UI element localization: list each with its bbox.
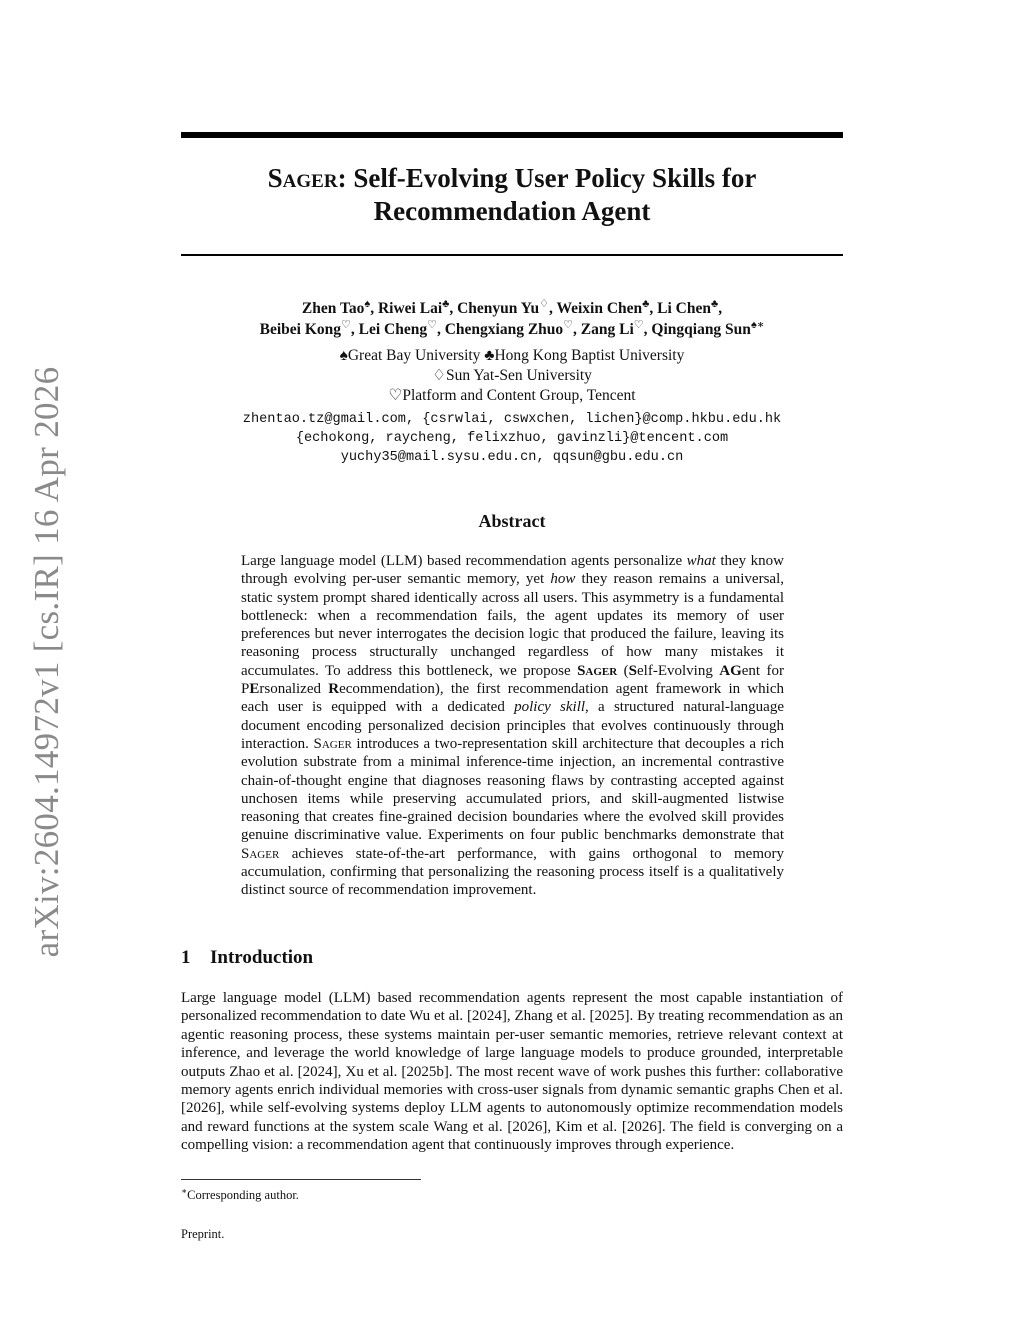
author-separator: , [643, 321, 652, 338]
author-name: Li Chen [657, 300, 711, 317]
author-line-1 [181, 298, 843, 319]
abstract-fragment: rsonalized [259, 681, 329, 698]
affiliation-mark: ♡ [633, 318, 644, 331]
section-number: 1 [181, 947, 191, 968]
author-separator: , [548, 300, 557, 317]
author-separator: , [449, 300, 458, 317]
email-line: yuchy35@mail.sysu.edu.cn, qqsun@gbu.edu.cn [340, 450, 684, 465]
abstract-fragment: elf-Evolving [637, 662, 720, 679]
author-name: Lei Cheng [358, 321, 428, 338]
acronym-letter: AG [719, 662, 742, 679]
author-name: Weixin Chen [556, 300, 643, 317]
affiliation-mark: ♡ [427, 318, 437, 331]
author-name: Chengxiang Zhuo [444, 321, 564, 338]
affiliation-mark: ♡ [341, 318, 351, 331]
section-heading-introduction [181, 947, 313, 969]
author-separator: , [718, 300, 723, 317]
abstract-emphasis: policy skill [514, 699, 586, 716]
affiliation-mark: ♢ [539, 297, 549, 310]
affiliation-mark: ♠∗ [750, 318, 765, 331]
author-separator: , [573, 321, 581, 338]
title-rule-bottom [181, 254, 843, 256]
author-name: Riwei Lai [377, 300, 443, 317]
author-line-2 [181, 319, 843, 340]
abstract-text [241, 552, 784, 900]
footnote [181, 1184, 299, 1203]
author-name: Zang Li [580, 321, 634, 338]
affiliation-line: ♢Sun Yat-Sen University [432, 367, 592, 384]
title-line2: Recommendation Agent [373, 196, 651, 226]
author-name: Qingqiang Sun [651, 321, 751, 338]
affiliation-mark: ♡ [563, 318, 574, 331]
email-line: {echokong, raycheng, felixzhuo, gavinzli}@tencent.com [295, 431, 729, 446]
author-list [181, 298, 843, 340]
acronym-letter: E [249, 681, 260, 698]
paper-title [181, 162, 843, 228]
affiliation-mark: ♠ [364, 297, 371, 310]
abstract-fragment: they reason remains a universal, static system prompt shared identically across all users. This asymmetry is a fundamental bottleneck: when a recommendation fails, the agent updates its memory of user preferences but never interrogates the decision logic that produced the failure, leaving its reasoning process structurally unchanged regardless of how many mistakes it accumulates. To address this bottleneck, we propose [241, 571, 784, 679]
footnote-rule [181, 1179, 421, 1180]
affiliation-mark: ♣ [642, 297, 650, 310]
abstract-fragment: , a structured natural-language document encoding personalized decision principles that evolves continuously through interaction. [241, 699, 784, 752]
footnote-text: Corresponding author. [187, 1188, 299, 1203]
title-line1-rest: : Self-Evolving User Policy Skills for [337, 163, 757, 193]
arxiv-identifier-stamp: arXiv:2604.14972v1 [cs.IR] 16 Apr 2026 [27, 366, 66, 958]
acronym-letter: S [628, 662, 637, 679]
affiliation-mark: ♣ [442, 297, 450, 310]
abstract-fragment: ( [617, 662, 629, 679]
abstract-fragment: they know through evolving per-user semantic memory, yet [241, 553, 784, 588]
title-rule-top [181, 132, 843, 138]
introduction-paragraph: Large language model (LLM) based recommendation agents represent the most capable instantiation of personalized recommendation to date Wu et al. [2024], Zhang et al. [2025]. By treating recommendation as an agentic reasoning process, these systems maintain per-user semantic memories, retrieve relevant context at inference, and leverage the world knowledge of large language models to produce grounded, interpretable outputs Zhao et al. [2024], Xu et al. [2025b]. The most recent wave of work pushes this further: collaborative memory agents enrich individual memories with cross-user signals from dynamic semantic graphs Chen et al. [2026], while self-evolving systems deploy LLM agents to autonomously optimize recommendation models and reward functions at the system scale Wang et al. [2026], Kim et al. [2026]. The field is converging on a compelling vision: a recommendation agent that continuously improves through experience. [181, 990, 843, 1154]
abstract-heading: Abstract [478, 511, 546, 531]
preprint-footer: Preprint. [181, 1227, 225, 1241]
section-title: Introduction [210, 947, 314, 968]
abstract-fragment: ecommendation), the first recommendation agent framework in which each user is equipped with a dedicated [241, 681, 784, 716]
acronym-letter: R [328, 681, 340, 698]
author-name: Beibei Kong [259, 321, 341, 338]
author-separator: , [649, 300, 658, 317]
author-separator: , [436, 321, 445, 338]
author-separator: , [350, 321, 359, 338]
affiliation-list [181, 346, 843, 406]
abstract-fragment: ent for P [241, 662, 784, 698]
affiliation-mark: ♣ [710, 297, 719, 310]
abstract-fragment: Large language model (LLM) based recommendation agents personalize [241, 553, 687, 569]
affiliation-line: ♡Platform and Content Group, Tencent [388, 387, 636, 404]
author-separator: , [370, 300, 378, 317]
footnote-mark: ∗ [181, 1186, 188, 1196]
author-name: Zhen Tao [301, 300, 365, 317]
author-name: Chenyun Yu [457, 300, 540, 317]
abstract-fragment: introduces a two-representation skill architecture that decouples a rich evolution substrate from a minimal inference-time injection, an incremental contrastive chain-of-thought engine that diagnoses reasoning flaws by contrasting accepted against unchosen items while preserving accumulated priors, and skill-augmented listwise reasoning that creates fine-grained decision boundaries where the evolved skill provides genuine discriminative value. Experiments on four public benchmarks demonstrate that [241, 735, 785, 844]
system-name: Sager [577, 662, 618, 679]
email-list [181, 410, 843, 467]
email-line: zhentao.tz@gmail.com, {csrwlai, cswxchen, lichen}@comp.hkbu.edu.hk [242, 412, 782, 427]
abstract-emphasis: what [686, 553, 716, 569]
system-name: Sager [313, 735, 352, 752]
system-name: Sager [241, 845, 280, 862]
abstract-emphasis: how [550, 571, 576, 588]
abstract-fragment: achieves state-of-the-art performance, with gains orthogonal to memory accumulation, confirming that personalizing the reasoning process itself is a qualitatively distinct source of recommendation improvement. [241, 845, 784, 899]
title-system-name: Sager [267, 163, 338, 193]
affiliation-line: ♠Great Bay University ♣Hong Kong Baptist University [339, 347, 685, 364]
